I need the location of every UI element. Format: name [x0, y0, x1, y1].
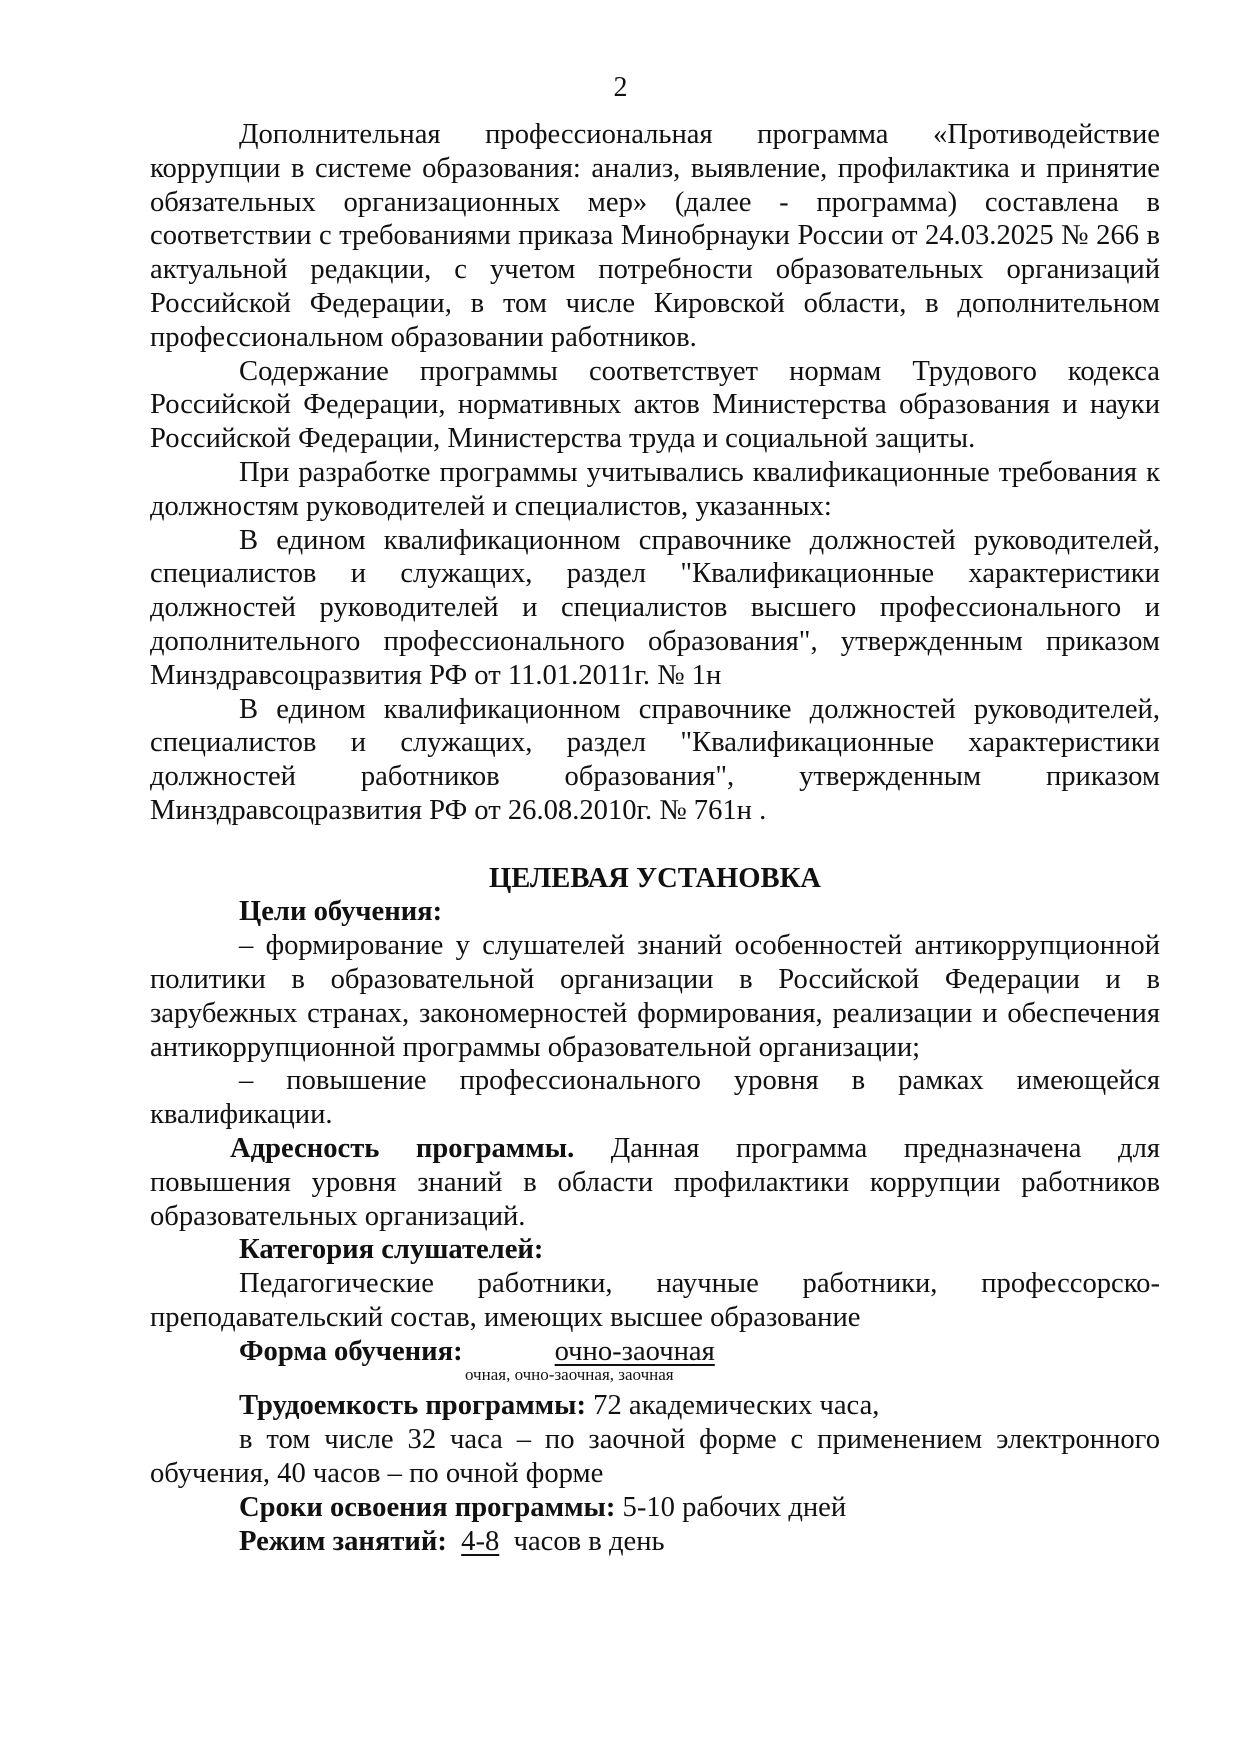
- duration-line: [150, 1491, 1160, 1525]
- category-text: Педагогические работники, научные работники, профессорско-преподавательский состав, имеющих высшее образование: [150, 1268, 1160, 1333]
- workload-value: 72 академических часа,: [586, 1390, 880, 1422]
- intro-paragraph: Дополнительная профессиональная программа «Противодействие коррупции в системе образования: анализ, выявление, профилактика и принятие обязательных организационных мер» (далее - программа) составлена в соответствии с требованиями приказа Минобрнауки России от 24.03.2025 № 266 в актуальной редакции, с учетом потребности образовательных организаций Российской Федерации, в том числе Кировской области, в дополнительном профессиональном образовании работников.: [150, 119, 1160, 353]
- goals-label-text: Цели обучения:: [239, 896, 443, 928]
- section-title: ЦЕЛЕВАЯ УСТАНОВКА: [489, 862, 821, 894]
- schedule-line: [150, 1525, 1160, 1559]
- form-value: очно-заочная: [554, 1335, 715, 1367]
- workload-detail: в том числе 32 часа – по заочной форме с применением электронного обучения, 40 часов – по очной форме: [150, 1424, 1160, 1490]
- goal-item: – повышение профессионального уровня в рамках имеющейся квалификации.: [150, 1065, 1160, 1131]
- workload-line: [150, 1389, 1160, 1423]
- content-paragraph: Содержание программы соответствует нормам Трудового кодекса Российской Федерации, нормативных актов Министерства образования и науки Российской Федерации, Министерства труда и социальной защиты.: [150, 355, 1160, 455]
- category-label-text: Категория слушателей:: [239, 1234, 544, 1266]
- form-label: Форма обучения:: [239, 1335, 463, 1367]
- reference-paragraph-2: В едином квалификационном справочнике должностей руководителей, специалистов и служащих, раздел "Квалификационные характеристики должностей работников образования", утвержденным приказом Минздравсоцразвития РФ от 26.08.2010г. № 761н .: [150, 693, 1160, 826]
- goal-item: – формирование у слушателей знаний особенностей антикоррупционной политики в образовательной организации в Российской Федерации и в зарубежных странах, закономерностей формирования, реализации и обеспечения антикоррупционной программы образовательной организации;: [150, 930, 1160, 1063]
- document-body: [150, 118, 1160, 1558]
- schedule-label: Режим занятий:: [239, 1525, 447, 1557]
- audience-label: Адресность программы.: [230, 1132, 575, 1164]
- schedule-suffix: часов в день: [506, 1525, 665, 1557]
- workload-label: Трудоемкость программы:: [239, 1390, 586, 1422]
- duration-value: 5-10 рабочих дней: [615, 1491, 847, 1523]
- form-line: [150, 1335, 1160, 1369]
- page-number: 2: [613, 72, 628, 103]
- duration-label: Сроки освоения программы:: [239, 1491, 616, 1523]
- schedule-value: 4-8: [461, 1525, 500, 1557]
- requirements-paragraph: При разработке программы учитывались квалификационные требования к должностям руководителей и специалистов, указанных:: [150, 456, 1160, 522]
- audience-text: Данная программа предназначена для повышения уровня знаний в области профилактики коррупции работников образовательных организаций.: [150, 1132, 1160, 1232]
- form-options-caption: очная, очно-заочная, заочная: [465, 1365, 674, 1385]
- goals-label: [150, 895, 1160, 929]
- audience-paragraph: [150, 1132, 1160, 1233]
- reference-paragraph-1: В едином квалификационном справочнике должностей руководителей, специалистов и служащих, раздел "Квалификационные характеристики должностей руководителей и специалистов высшего профессионального и дополнительного профессионального образования", утвержденным приказом Минздравсоцразвития РФ от 11.01.2011г. № 1н: [150, 524, 1160, 691]
- category-label: [150, 1233, 1160, 1267]
